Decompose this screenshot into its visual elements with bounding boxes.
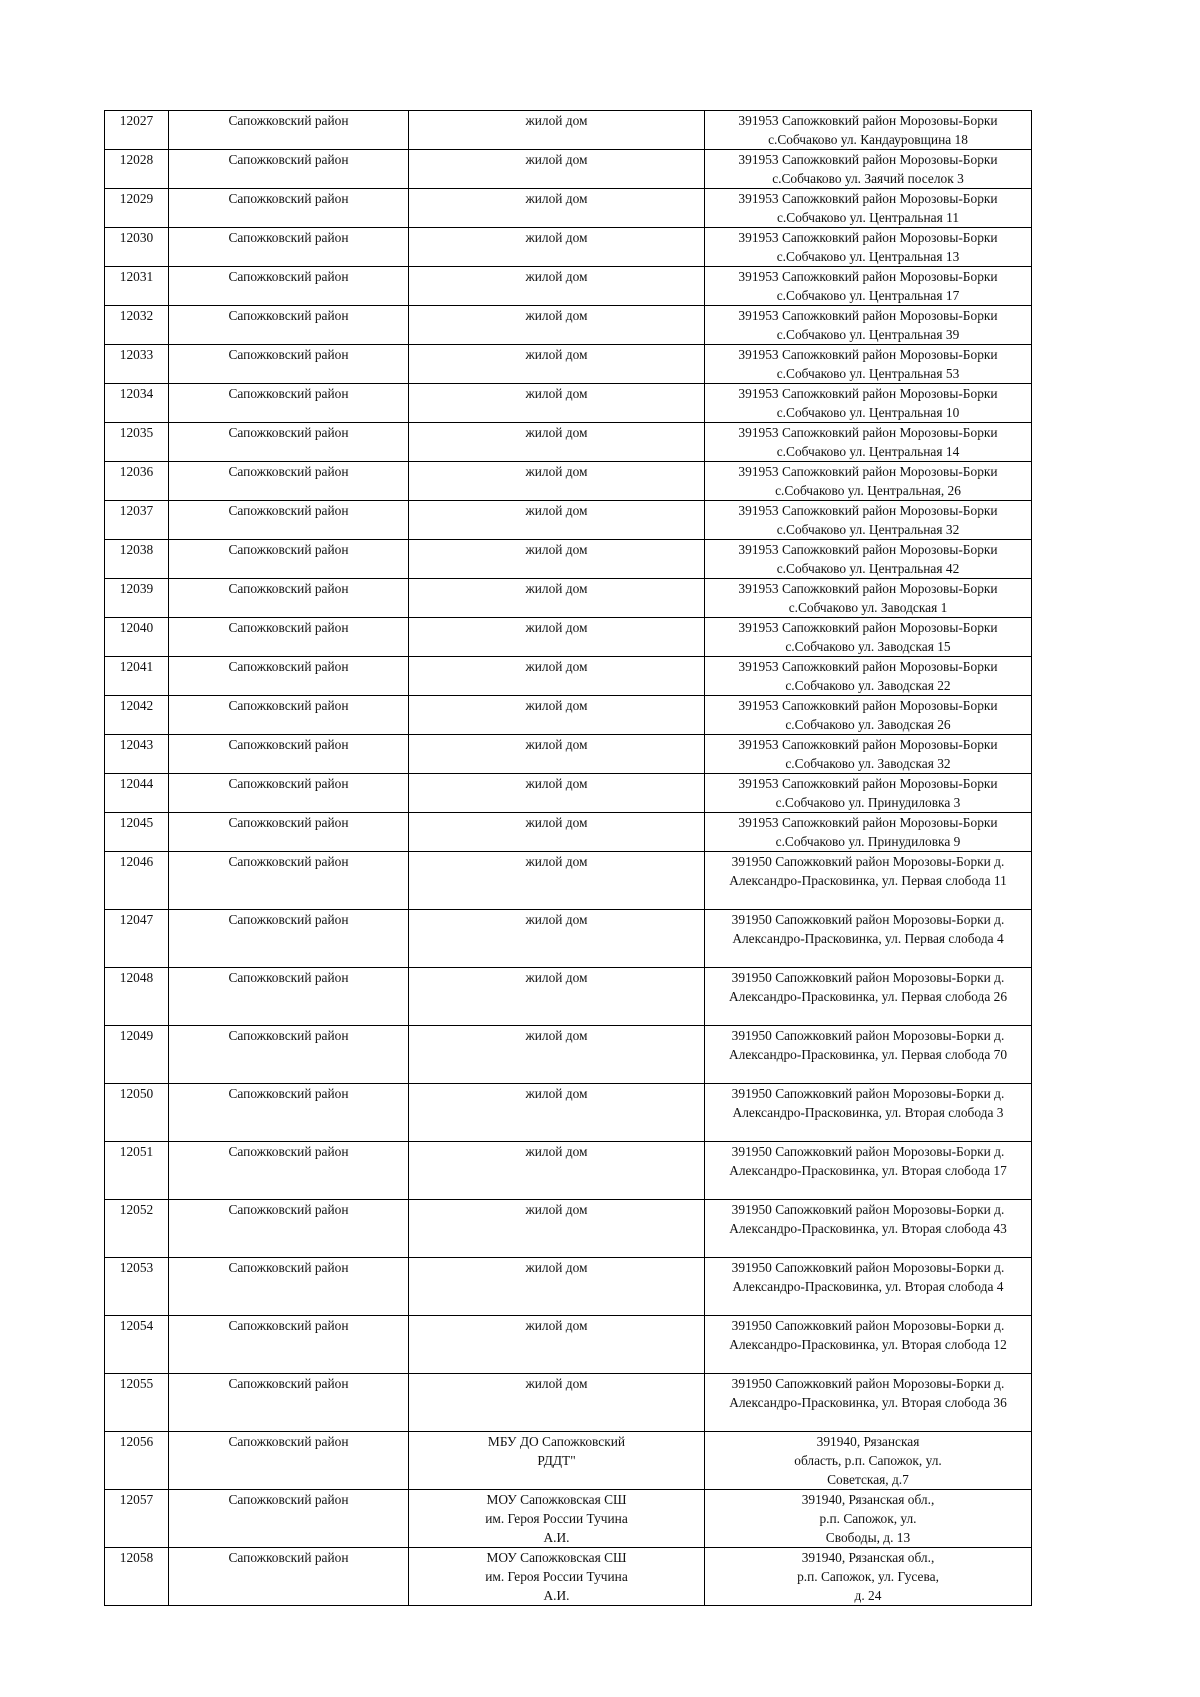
cell-district: Сапожковский район (169, 306, 409, 345)
cell-object-type: жилой дом (409, 657, 705, 696)
cell-address (705, 696, 1032, 735)
cell-district: Сапожковский район (169, 189, 409, 228)
cell-number: 12039 (105, 579, 169, 618)
table-row (105, 189, 1032, 228)
table-row (105, 306, 1032, 345)
table-row (105, 696, 1032, 735)
cell-address (705, 306, 1032, 345)
cell-number: 12030 (105, 228, 169, 267)
address-line: Свободы, д. 13 (825, 1530, 911, 1545)
address-line: 391950 Сапожковкий район Морозовы-Борки д. (731, 1086, 1005, 1101)
cell-address (705, 774, 1032, 813)
address-line: 391953 Сапожковкий район Морозовы-Борки (738, 698, 998, 713)
address-line: 391950 Сапожковкий район Морозовы-Борки д. (731, 1318, 1005, 1333)
table-row (105, 228, 1032, 267)
cell-address (705, 189, 1032, 228)
address-line: 391953 Сапожковкий район Морозовы-Борки (738, 308, 998, 323)
cell-district: Сапожковский район (169, 345, 409, 384)
address-line: 391950 Сапожковкий район Морозовы-Борки д. (731, 912, 1005, 927)
cell-number: 12054 (105, 1316, 169, 1374)
address-line: 391953 Сапожковкий район Морозовы-Борки (738, 269, 998, 284)
cell-number: 12034 (105, 384, 169, 423)
table-row (105, 1026, 1032, 1084)
address-line: 391953 Сапожковкий район Морозовы-Борки (738, 230, 998, 245)
address-line: 391940, Рязанская обл., (801, 1550, 935, 1565)
address-line: с.Собчаково ул. Центральная 14 (776, 444, 960, 459)
cell-object-type: жилой дом (409, 774, 705, 813)
table-row (105, 540, 1032, 579)
cell-address (705, 1084, 1032, 1142)
address-line: Александро-Прасковинка, ул. Вторая слобода 43 (729, 1221, 1007, 1236)
cell-object-type: жилой дом (409, 384, 705, 423)
address-line: Александро-Прасковинка, ул. Вторая слобода 4 (732, 1279, 1004, 1294)
table-row (105, 1548, 1032, 1606)
address-line: Александро-Прасковинка, ул. Вторая слобода 3 (732, 1105, 1004, 1120)
cell-district: Сапожковский район (169, 462, 409, 501)
table-row (105, 111, 1032, 150)
cell-number: 12055 (105, 1374, 169, 1432)
cell-object-type: жилой дом (409, 579, 705, 618)
address-line: с.Собчаково ул. Центральная 39 (776, 327, 960, 342)
cell-object-type: жилой дом (409, 1374, 705, 1432)
address-line: с.Собчаково ул. Принудиловка 9 (775, 834, 961, 849)
address-line: 391953 Сапожковкий район Морозовы-Борки (738, 386, 998, 401)
address-line: Александро-Прасковинка, ул. Вторая слобода 12 (729, 1337, 1007, 1352)
cell-district: Сапожковский район (169, 150, 409, 189)
cell-address (705, 1548, 1032, 1606)
cell-district: Сапожковский район (169, 267, 409, 306)
cell-address (705, 1200, 1032, 1258)
address-line: 391953 Сапожковкий район Морозовы-Борки (738, 464, 998, 479)
cell-number: 12050 (105, 1084, 169, 1142)
address-line: 391953 Сапожковкий район Морозовы-Борки (738, 542, 998, 557)
cell-object-type: жилой дом (409, 1142, 705, 1200)
cell-number: 12057 (105, 1490, 169, 1548)
address-line: 391953 Сапожковкий район Морозовы-Борки (738, 776, 998, 791)
cell-object-type: МОУ Сапожковская СШ им. Героя России Тучина А.И. (409, 1548, 705, 1606)
cell-address (705, 852, 1032, 910)
cell-district: Сапожковский район (169, 968, 409, 1026)
cell-object-type: жилой дом (409, 189, 705, 228)
table-row (105, 267, 1032, 306)
cell-district: Сапожковский район (169, 1490, 409, 1548)
cell-object-type: жилой дом (409, 1200, 705, 1258)
cell-address (705, 579, 1032, 618)
cell-district: Сапожковский район (169, 774, 409, 813)
address-line: 391950 Сапожковкий район Морозовы-Борки д. (731, 1260, 1005, 1275)
cell-number: 12033 (105, 345, 169, 384)
registry-table (104, 110, 1032, 1606)
address-line: 391953 Сапожковкий район Морозовы-Борки (738, 425, 998, 440)
address-line: 391953 Сапожковкий район Морозовы-Борки (738, 659, 998, 674)
cell-district: Сапожковский район (169, 1548, 409, 1606)
cell-address (705, 111, 1032, 150)
table-row (105, 813, 1032, 852)
address-line: Александро-Прасковинка, ул. Первая слобода 4 (732, 931, 1004, 946)
address-line: с.Собчаково ул. Заводская 1 (788, 600, 948, 615)
cell-object-type: МОУ Сапожковская СШ им. Героя России Тучина А.И. (409, 1490, 705, 1548)
cell-number: 12043 (105, 735, 169, 774)
cell-object-type: жилой дом (409, 150, 705, 189)
cell-address (705, 462, 1032, 501)
address-line: 391953 Сапожковкий район Морозовы-Борки (738, 737, 998, 752)
cell-district: Сапожковский район (169, 910, 409, 968)
cell-district: Сапожковский район (169, 657, 409, 696)
address-line: область, р.п. Сапожок, ул. (794, 1453, 942, 1468)
address-line: 391950 Сапожковкий район Морозовы-Борки д. (731, 1144, 1005, 1159)
cell-object-type: жилой дом (409, 696, 705, 735)
cell-district: Сапожковский район (169, 384, 409, 423)
cell-object-type: МБУ ДО Сапожковский РДДТ" (409, 1432, 705, 1490)
cell-number: 12040 (105, 618, 169, 657)
address-line: с.Собчаково ул. Кандауровщина 18 (768, 132, 968, 147)
cell-district: Сапожковский район (169, 852, 409, 910)
table-row (105, 345, 1032, 384)
table-row (105, 1200, 1032, 1258)
table-row (105, 1142, 1032, 1200)
address-line: 391950 Сапожковкий район Морозовы-Борки д. (731, 1376, 1005, 1391)
cell-district: Сапожковский район (169, 1374, 409, 1432)
cell-address (705, 1490, 1032, 1548)
cell-number: 12058 (105, 1548, 169, 1606)
cell-district: Сапожковский район (169, 735, 409, 774)
cell-object-type: жилой дом (409, 345, 705, 384)
address-line: с.Собчаково ул. Центральная 53 (776, 366, 960, 381)
address-line: 391953 Сапожковкий район Морозовы-Борки (738, 113, 998, 128)
cell-district: Сапожковский район (169, 1084, 409, 1142)
address-line: с.Собчаково ул. Принудиловка 3 (775, 795, 961, 810)
cell-address (705, 150, 1032, 189)
cell-number: 12038 (105, 540, 169, 579)
cell-object-type: жилой дом (409, 910, 705, 968)
cell-district: Сапожковский район (169, 1026, 409, 1084)
cell-district: Сапожковский район (169, 618, 409, 657)
address-line: 391940, Рязанская (816, 1434, 920, 1449)
cell-district: Сапожковский район (169, 1432, 409, 1490)
cell-district: Сапожковский район (169, 696, 409, 735)
cell-object-type: жилой дом (409, 813, 705, 852)
cell-district: Сапожковский район (169, 1316, 409, 1374)
table-row (105, 1374, 1032, 1432)
cell-address (705, 968, 1032, 1026)
address-line: 391953 Сапожковкий район Морозовы-Борки (738, 503, 998, 518)
address-line: 391953 Сапожковкий район Морозовы-Борки (738, 191, 998, 206)
address-line: Александро-Прасковинка, ул. Вторая слобода 36 (729, 1395, 1007, 1410)
cell-object-type: жилой дом (409, 462, 705, 501)
address-line: Советская, д.7 (827, 1472, 909, 1487)
cell-address (705, 657, 1032, 696)
table-row (105, 150, 1032, 189)
cell-address (705, 1316, 1032, 1374)
table-row (105, 1084, 1032, 1142)
cell-address (705, 1374, 1032, 1432)
table-row (105, 735, 1032, 774)
cell-number: 12027 (105, 111, 169, 150)
table-row (105, 501, 1032, 540)
cell-number: 12056 (105, 1432, 169, 1490)
table-row (105, 1258, 1032, 1316)
registry-table-body (105, 111, 1032, 1606)
table-row (105, 1490, 1032, 1548)
cell-district: Сапожковский район (169, 111, 409, 150)
cell-object-type: жилой дом (409, 618, 705, 657)
cell-number: 12032 (105, 306, 169, 345)
cell-object-type: жилой дом (409, 968, 705, 1026)
cell-object-type: жилой дом (409, 1258, 705, 1316)
cell-district: Сапожковский район (169, 501, 409, 540)
cell-object-type: жилой дом (409, 306, 705, 345)
cell-object-type: жилой дом (409, 423, 705, 462)
table-row (105, 910, 1032, 968)
cell-number: 12028 (105, 150, 169, 189)
cell-number: 12029 (105, 189, 169, 228)
cell-district: Сапожковский район (169, 579, 409, 618)
cell-district: Сапожковский район (169, 423, 409, 462)
cell-number: 12041 (105, 657, 169, 696)
cell-number: 12051 (105, 1142, 169, 1200)
address-line: 391950 Сапожковкий район Морозовы-Борки д. (731, 1202, 1005, 1217)
cell-address (705, 345, 1032, 384)
cell-number: 12037 (105, 501, 169, 540)
table-row (105, 462, 1032, 501)
cell-object-type: жилой дом (409, 228, 705, 267)
address-line: с.Собчаково ул. Заячий поселок 3 (772, 171, 964, 186)
cell-number: 12047 (105, 910, 169, 968)
cell-number: 12046 (105, 852, 169, 910)
table-row (105, 657, 1032, 696)
address-line: с.Собчаково ул. Заводская 15 (785, 639, 951, 654)
cell-number: 12044 (105, 774, 169, 813)
cell-address (705, 228, 1032, 267)
cell-address (705, 735, 1032, 774)
cell-address (705, 267, 1032, 306)
cell-address (705, 501, 1032, 540)
cell-object-type: жилой дом (409, 1084, 705, 1142)
cell-number: 12052 (105, 1200, 169, 1258)
address-line: 391953 Сапожковкий район Морозовы-Борки (738, 581, 998, 596)
cell-address (705, 1432, 1032, 1490)
table-row (105, 852, 1032, 910)
cell-address (705, 813, 1032, 852)
table-row (105, 968, 1032, 1026)
cell-address (705, 1258, 1032, 1316)
address-line: 391940, Рязанская обл., (801, 1492, 935, 1507)
cell-object-type: жилой дом (409, 111, 705, 150)
cell-number: 12035 (105, 423, 169, 462)
cell-object-type: жилой дом (409, 1026, 705, 1084)
address-line: 391953 Сапожковкий район Морозовы-Борки (738, 152, 998, 167)
table-row (105, 579, 1032, 618)
cell-number: 12045 (105, 813, 169, 852)
cell-number: 12031 (105, 267, 169, 306)
address-line: р.п. Сапожок, ул. (819, 1511, 917, 1526)
cell-address (705, 618, 1032, 657)
cell-object-type: жилой дом (409, 501, 705, 540)
address-line: 391950 Сапожковкий район Морозовы-Борки д. (731, 970, 1005, 985)
address-line: Александро-Прасковинка, ул. Вторая слобода 17 (729, 1163, 1007, 1178)
table-row (105, 774, 1032, 813)
cell-district: Сапожковский район (169, 1258, 409, 1316)
cell-object-type: жилой дом (409, 852, 705, 910)
table-row (105, 384, 1032, 423)
cell-number: 12048 (105, 968, 169, 1026)
cell-number: 12053 (105, 1258, 169, 1316)
cell-address (705, 1026, 1032, 1084)
cell-address (705, 384, 1032, 423)
cell-district: Сапожковский район (169, 228, 409, 267)
address-line: р.п. Сапожок, ул. Гусева, (797, 1569, 939, 1584)
address-line: с.Собчаково ул. Центральная 11 (776, 210, 960, 225)
address-line: с.Собчаково ул. Центральная 42 (776, 561, 960, 576)
cell-object-type: жилой дом (409, 735, 705, 774)
cell-object-type: жилой дом (409, 1316, 705, 1374)
cell-address (705, 423, 1032, 462)
address-line: Александро-Прасковинка, ул. Первая слобода 70 (728, 1047, 1008, 1062)
cell-object-type: жилой дом (409, 540, 705, 579)
address-line: с.Собчаково ул. Центральная 17 (776, 288, 960, 303)
address-line: 391953 Сапожковкий район Морозовы-Борки (738, 620, 998, 635)
address-line: с.Собчаково ул. Центральная 32 (776, 522, 960, 537)
address-line: д. 24 (854, 1588, 882, 1603)
cell-number: 12049 (105, 1026, 169, 1084)
address-line: 391953 Сапожковкий район Морозовы-Борки (738, 815, 998, 830)
cell-address (705, 910, 1032, 968)
cell-number: 12042 (105, 696, 169, 735)
address-line: Александро-Прасковинка, ул. Первая слобода 11 (729, 873, 1007, 888)
address-line: Александро-Прасковинка, ул. Первая слобода 26 (728, 989, 1008, 1004)
address-line: 391953 Сапожковкий район Морозовы-Борки (738, 347, 998, 362)
address-line: с.Собчаково ул. Заводская 26 (785, 717, 951, 732)
cell-object-type: жилой дом (409, 267, 705, 306)
address-line: с.Собчаково ул. Центральная, 26 (775, 483, 961, 498)
address-line: с.Собчаково ул. Центральная 10 (776, 405, 960, 420)
cell-address (705, 540, 1032, 579)
address-line: с.Собчаково ул. Центральная 13 (776, 249, 960, 264)
table-row (105, 1432, 1032, 1490)
address-line: 391950 Сапожковкий район Морозовы-Борки д. (731, 854, 1005, 869)
address-line: 391950 Сапожковкий район Морозовы-Борки д. (731, 1028, 1005, 1043)
cell-district: Сапожковский район (169, 813, 409, 852)
cell-district: Сапожковский район (169, 1200, 409, 1258)
table-row (105, 1316, 1032, 1374)
table-row (105, 423, 1032, 462)
address-line: с.Собчаково ул. Заводская 32 (785, 756, 951, 771)
cell-address (705, 1142, 1032, 1200)
cell-district: Сапожковский район (169, 1142, 409, 1200)
cell-district: Сапожковский район (169, 540, 409, 579)
cell-number: 12036 (105, 462, 169, 501)
address-line: с.Собчаково ул. Заводская 22 (785, 678, 951, 693)
table-row (105, 618, 1032, 657)
